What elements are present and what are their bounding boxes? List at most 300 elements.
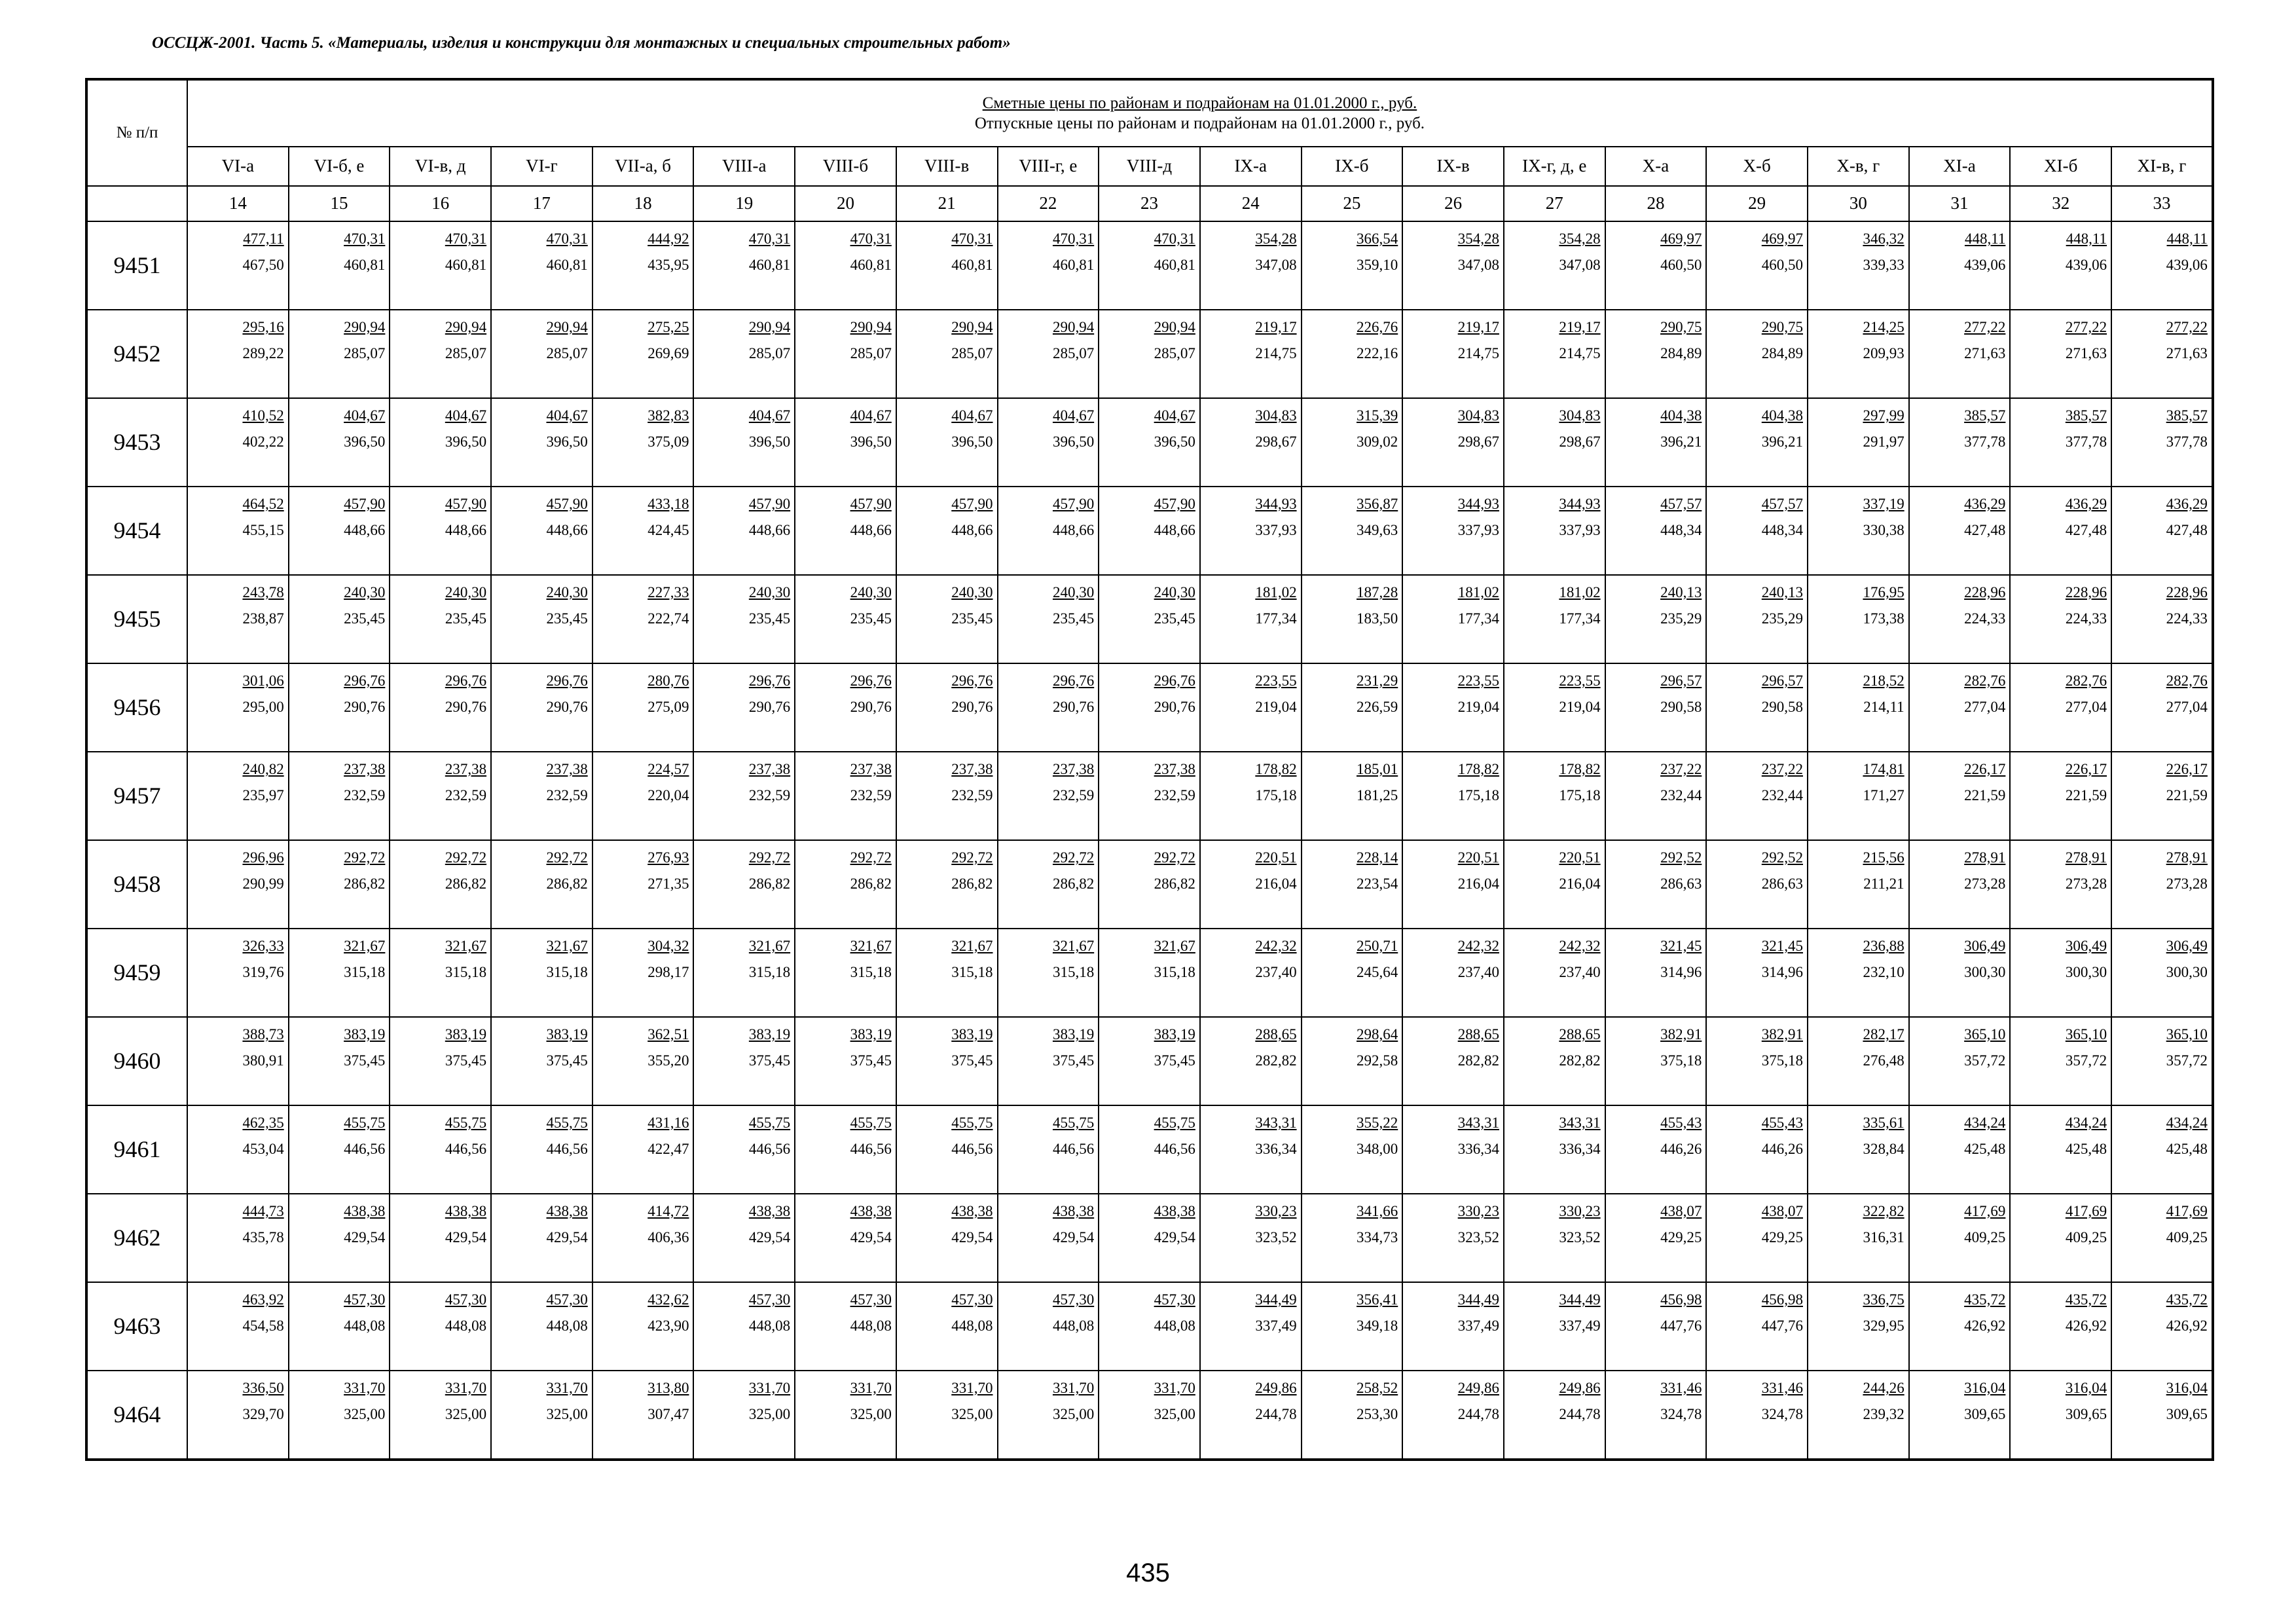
wholesale-price: 329,95	[1863, 1318, 1904, 1334]
row-number: 9458	[86, 840, 187, 929]
price-cell	[1099, 663, 1200, 752]
price-cell	[998, 575, 1099, 663]
wholesale-price: 375,45	[748, 1052, 791, 1069]
price-cell	[1099, 1017, 1200, 1105]
wholesale-price: 232,59	[1154, 787, 1195, 803]
column-number: 28	[1605, 186, 1707, 221]
wholesale-price: 325,00	[951, 1406, 993, 1422]
wholesale-price: 271,63	[2166, 345, 2208, 361]
wholesale-price: 290,76	[344, 699, 386, 715]
price-cell	[491, 1194, 592, 1282]
price-cell	[187, 221, 289, 310]
estimated-price: 383,19	[344, 1026, 386, 1043]
estimated-price: 382,91	[1660, 1026, 1702, 1043]
price-cell	[390, 575, 491, 663]
wholesale-price: 402,22	[242, 434, 284, 450]
estimated-price: 331,70	[1154, 1380, 1195, 1396]
wholesale-price: 232,59	[951, 787, 993, 803]
wholesale-price: 245,64	[1357, 964, 1398, 980]
price-cell	[896, 487, 998, 575]
price-cell	[1808, 487, 1909, 575]
wholesale-price: 429,54	[748, 1229, 791, 1246]
price-cell	[592, 1282, 694, 1371]
price-cell	[289, 929, 390, 1017]
table-row	[86, 1194, 2213, 1282]
wholesale-price: 446,56	[546, 1141, 588, 1157]
price-cell	[795, 398, 896, 487]
estimated-price: 383,19	[445, 1026, 487, 1043]
estimated-price: 292,72	[1154, 849, 1195, 866]
estimated-price: 215,56	[1863, 849, 1904, 866]
estimated-price: 448,11	[1964, 231, 2006, 247]
wholesale-price: 315,18	[445, 964, 487, 980]
wholesale-price: 226,59	[1357, 699, 1398, 715]
wholesale-price: 286,82	[850, 876, 892, 892]
estimated-price: 292,72	[951, 849, 993, 866]
wholesale-price: 375,45	[1154, 1052, 1195, 1069]
wholesale-price: 222,16	[1357, 345, 1398, 361]
wholesale-price: 291,97	[1863, 434, 1904, 450]
wholesale-price: 285,07	[344, 345, 386, 361]
price-table-wrapper	[85, 78, 2213, 1461]
estimated-price: 365,10	[2166, 1026, 2208, 1043]
price-cell	[795, 1282, 896, 1371]
price-cell	[1605, 752, 1707, 840]
price-cell	[592, 1105, 694, 1194]
price-cell	[1302, 1105, 1403, 1194]
wholesale-price: 377,78	[2065, 434, 2107, 450]
price-cell	[998, 1017, 1099, 1105]
wholesale-price: 315,18	[546, 964, 588, 980]
region-header: XI-б	[2010, 147, 2111, 186]
wholesale-price: 298,67	[1255, 434, 1297, 450]
estimated-price: 457,90	[546, 496, 588, 512]
estimated-price: 330,23	[1559, 1203, 1601, 1219]
wholesale-price: 286,82	[1154, 876, 1195, 892]
wholesale-price: 347,08	[1559, 257, 1601, 273]
price-cell	[1302, 1017, 1403, 1105]
price-cell	[390, 1194, 491, 1282]
price-cell	[693, 1371, 795, 1460]
price-cell	[491, 752, 592, 840]
price-cell	[998, 487, 1099, 575]
wholesale-price: 349,18	[1357, 1318, 1398, 1334]
wholesale-price: 355,20	[647, 1052, 689, 1069]
price-cell	[1808, 221, 1909, 310]
price-cell	[896, 398, 998, 487]
estimated-price: 228,96	[2166, 584, 2208, 600]
estimated-price: 278,91	[2065, 849, 2107, 866]
estimated-price: 228,96	[1964, 584, 2006, 600]
wholesale-price: 425,48	[2065, 1141, 2107, 1157]
estimated-price: 321,45	[1761, 938, 1803, 954]
wholesale-price: 175,18	[1559, 787, 1601, 803]
price-cell	[1909, 1282, 2011, 1371]
estimated-price: 220,51	[1457, 849, 1499, 866]
wholesale-price: 277,04	[1964, 699, 2006, 715]
estimated-price: 385,57	[2065, 407, 2107, 424]
estimated-price: 306,49	[2166, 938, 2208, 954]
estimated-price: 313,80	[647, 1380, 689, 1396]
price-cell	[693, 1194, 795, 1282]
wholesale-price: 375,45	[1052, 1052, 1095, 1069]
wholesale-price: 460,81	[951, 257, 993, 273]
price-cell	[187, 487, 289, 575]
price-cell	[1706, 1371, 1808, 1460]
table-row	[86, 310, 2213, 398]
wholesale-price: 380,91	[242, 1052, 284, 1069]
price-cell	[998, 929, 1099, 1017]
wholesale-price: 224,33	[1964, 610, 2006, 627]
price-cell	[187, 1282, 289, 1371]
estimated-price: 331,70	[344, 1380, 386, 1396]
price-cell	[390, 1105, 491, 1194]
wholesale-price: 290,76	[951, 699, 993, 715]
estimated-price: 457,90	[951, 496, 993, 512]
wholesale-price: 406,36	[647, 1229, 689, 1246]
wholesale-price: 336,34	[1559, 1141, 1601, 1157]
estimated-price: 223,55	[1255, 673, 1297, 689]
column-number: 33	[2111, 186, 2213, 221]
price-cell	[1099, 1105, 1200, 1194]
price-cell	[998, 1371, 1099, 1460]
wholesale-price: 409,25	[2166, 1229, 2208, 1246]
estimated-price: 470,31	[1154, 231, 1195, 247]
price-cell	[1099, 752, 1200, 840]
wholesale-price: 448,34	[1660, 522, 1702, 538]
estimated-price: 383,19	[850, 1026, 892, 1043]
wholesale-price: 446,26	[1660, 1141, 1702, 1157]
region-header: IX-б	[1302, 147, 1403, 186]
estimated-price: 470,31	[951, 231, 993, 247]
estimated-price: 292,72	[445, 849, 487, 866]
wholesale-price: 429,54	[951, 1229, 993, 1246]
estimated-price: 438,38	[546, 1203, 588, 1219]
estimated-price: 219,17	[1255, 319, 1297, 335]
price-cell	[289, 840, 390, 929]
price-cell	[1909, 1105, 2011, 1194]
column-number-row	[86, 186, 2213, 221]
wholesale-price: 396,50	[850, 434, 892, 450]
wholesale-price: 235,45	[344, 610, 386, 627]
wholesale-price: 315,18	[748, 964, 791, 980]
price-cell	[998, 398, 1099, 487]
estimated-price: 231,29	[1357, 673, 1398, 689]
price-cell	[1605, 1282, 1707, 1371]
estimated-price: 470,31	[850, 231, 892, 247]
estimated-price: 242,32	[1457, 938, 1499, 954]
wholesale-price: 429,54	[1154, 1229, 1195, 1246]
wholesale-price: 316,31	[1863, 1229, 1904, 1246]
estimated-price: 282,17	[1863, 1026, 1904, 1043]
table-row	[86, 752, 2213, 840]
price-cell	[1200, 398, 1302, 487]
price-cell	[795, 310, 896, 398]
estimated-price: 187,28	[1357, 584, 1398, 600]
price-cell	[1402, 221, 1504, 310]
estimated-price: 436,29	[1964, 496, 2006, 512]
wholesale-price: 329,70	[242, 1406, 284, 1422]
estimated-price: 344,93	[1457, 496, 1499, 512]
price-cell	[2111, 575, 2213, 663]
price-cell	[1706, 221, 1808, 310]
estimated-price: 337,19	[1863, 496, 1904, 512]
estimated-price: 470,31	[546, 231, 588, 247]
wholesale-price: 375,45	[445, 1052, 487, 1069]
estimated-price: 383,19	[951, 1026, 993, 1043]
estimated-price: 344,49	[1457, 1291, 1499, 1308]
wholesale-price: 448,08	[850, 1318, 892, 1334]
wholesale-price: 446,56	[951, 1141, 993, 1157]
estimated-price: 316,04	[1964, 1380, 2006, 1396]
estimated-price: 292,52	[1761, 849, 1803, 866]
price-cell	[187, 575, 289, 663]
estimated-price: 344,49	[1255, 1291, 1297, 1308]
row-number: 9462	[86, 1194, 187, 1282]
price-cell	[1402, 1371, 1504, 1460]
estimated-price: 469,97	[1761, 231, 1803, 247]
wholesale-price: 298,67	[1559, 434, 1601, 450]
estimated-price: 228,14	[1357, 849, 1398, 866]
wholesale-price: 285,07	[445, 345, 487, 361]
price-cell	[1808, 752, 1909, 840]
wholesale-price: 282,82	[1457, 1052, 1499, 1069]
price-cell	[1402, 1194, 1504, 1282]
estimated-price: 306,49	[2065, 938, 2107, 954]
wholesale-price: 448,66	[951, 522, 993, 538]
estimated-price: 277,22	[1964, 319, 2006, 335]
price-cell	[1200, 1105, 1302, 1194]
estimated-price: 237,38	[850, 761, 892, 777]
price-cell	[693, 1282, 795, 1371]
price-cell	[592, 221, 694, 310]
estimated-price: 457,90	[445, 496, 487, 512]
wholesale-price: 285,07	[1154, 345, 1195, 361]
price-cell	[998, 752, 1099, 840]
region-header: VIII-г, е	[998, 147, 1099, 186]
estimated-price: 237,22	[1660, 761, 1702, 777]
estimated-price: 240,30	[951, 584, 993, 600]
wholesale-price: 290,76	[1052, 699, 1095, 715]
price-cell	[491, 663, 592, 752]
estimated-price: 290,94	[748, 319, 791, 335]
row-number: 9453	[86, 398, 187, 487]
wholesale-price: 232,59	[1052, 787, 1095, 803]
wholesale-price: 448,66	[850, 522, 892, 538]
price-cell	[2111, 221, 2213, 310]
estimated-price: 321,67	[546, 938, 588, 954]
price-cell	[1909, 1371, 2011, 1460]
estimated-price: 296,76	[1052, 673, 1095, 689]
estimated-price: 457,30	[850, 1291, 892, 1308]
wholesale-price: 337,49	[1255, 1318, 1297, 1334]
estimated-price: 280,76	[647, 673, 689, 689]
wholesale-price: 238,87	[242, 610, 284, 627]
price-cell	[693, 398, 795, 487]
estimated-price: 237,38	[748, 761, 791, 777]
estimated-price: 178,82	[1457, 761, 1499, 777]
wholesale-price: 216,04	[1255, 876, 1297, 892]
price-cell	[2111, 663, 2213, 752]
estimated-price: 321,67	[748, 938, 791, 954]
price-cell	[187, 1017, 289, 1105]
estimated-price: 344,93	[1255, 496, 1297, 512]
estimated-price: 457,90	[344, 496, 386, 512]
price-cell	[1909, 575, 2011, 663]
wholesale-price: 273,28	[2166, 876, 2208, 892]
estimated-price: 438,38	[748, 1203, 791, 1219]
estimated-price: 292,72	[1052, 849, 1095, 866]
wholesale-price: 460,81	[850, 257, 892, 273]
estimated-price: 343,31	[1255, 1115, 1297, 1131]
table-row	[86, 487, 2213, 575]
price-cell	[998, 1194, 1099, 1282]
price-cell	[491, 1017, 592, 1105]
price-cell	[592, 575, 694, 663]
estimated-price: 321,45	[1660, 938, 1702, 954]
price-cell	[1099, 221, 1200, 310]
price-cell	[592, 840, 694, 929]
price-cell	[2010, 575, 2111, 663]
price-cell	[2111, 929, 2213, 1017]
price-cell	[1504, 752, 1605, 840]
estimated-price: 321,67	[850, 938, 892, 954]
price-cell	[592, 310, 694, 398]
price-cell	[1402, 663, 1504, 752]
wholesale-price: 396,50	[445, 434, 487, 450]
estimated-price: 304,83	[1255, 407, 1297, 424]
price-cell	[1706, 663, 1808, 752]
wholesale-price: 269,69	[647, 345, 689, 361]
price-cell	[592, 752, 694, 840]
region-header: IX-в	[1402, 147, 1504, 186]
wholesale-price: 286,82	[344, 876, 386, 892]
estimated-price: 457,57	[1660, 496, 1702, 512]
price-cell	[1706, 310, 1808, 398]
estimated-price: 292,72	[344, 849, 386, 866]
estimated-price: 385,57	[1964, 407, 2006, 424]
price-cell	[1302, 1371, 1403, 1460]
estimated-price: 223,55	[1559, 673, 1601, 689]
estimated-price: 455,43	[1761, 1115, 1803, 1131]
estimated-price: 343,31	[1457, 1115, 1499, 1131]
price-cell	[693, 752, 795, 840]
estimated-price: 296,76	[445, 673, 487, 689]
wholesale-price: 175,18	[1255, 787, 1297, 803]
column-number: 16	[390, 186, 491, 221]
estimated-price: 470,31	[748, 231, 791, 247]
price-cell	[1706, 398, 1808, 487]
column-number: 19	[693, 186, 795, 221]
price-cell	[1402, 1017, 1504, 1105]
price-cell	[1504, 1105, 1605, 1194]
price-cell	[896, 1017, 998, 1105]
estimated-price: 220,51	[1255, 849, 1297, 866]
price-cell	[1402, 840, 1504, 929]
wholesale-price: 377,78	[1964, 434, 2006, 450]
price-cell	[1605, 1017, 1707, 1105]
price-cell	[896, 310, 998, 398]
estimated-price: 438,07	[1761, 1203, 1803, 1219]
price-cell	[998, 663, 1099, 752]
region-header: VI-а	[187, 147, 289, 186]
wholesale-price: 221,59	[1964, 787, 2006, 803]
wholesale-price: 244,78	[1457, 1406, 1499, 1422]
row-number: 9463	[86, 1282, 187, 1371]
wholesale-price: 235,45	[546, 610, 588, 627]
wholesale-price: 446,56	[850, 1141, 892, 1157]
wholesale-price: 309,65	[1964, 1406, 2006, 1422]
price-cell	[390, 1282, 491, 1371]
wholesale-price: 439,06	[2065, 257, 2107, 273]
price-cell	[896, 663, 998, 752]
price-cell	[1504, 1371, 1605, 1460]
region-header: XI-а	[1909, 147, 2011, 186]
wholesale-price: 285,07	[951, 345, 993, 361]
price-cell	[2111, 1194, 2213, 1282]
price-cell	[1504, 487, 1605, 575]
price-cell	[1200, 1017, 1302, 1105]
estimated-price: 355,22	[1357, 1115, 1398, 1131]
row-number: 9455	[86, 575, 187, 663]
estimated-price: 438,38	[951, 1203, 993, 1219]
estimated-price: 356,87	[1357, 496, 1398, 512]
price-cell	[2010, 840, 2111, 929]
estimated-price: 278,91	[2166, 849, 2208, 866]
wholesale-price: 429,54	[344, 1229, 386, 1246]
wholesale-price: 323,52	[1457, 1229, 1499, 1246]
price-cell	[795, 929, 896, 1017]
estimated-price: 457,90	[1052, 496, 1095, 512]
estimated-price: 457,30	[1052, 1291, 1095, 1308]
price-cell	[1706, 1017, 1808, 1105]
price-table	[85, 78, 2214, 1461]
wholesale-price: 425,48	[2166, 1141, 2208, 1157]
estimated-price: 463,92	[242, 1291, 284, 1308]
estimated-price: 240,30	[748, 584, 791, 600]
wholesale-price: 337,93	[1559, 522, 1601, 538]
price-cell	[1706, 1282, 1808, 1371]
price-cell	[896, 1105, 998, 1194]
table-title-estimated: Сметные цены по районам и подрайонам на 01.01.2000 г., руб.	[982, 94, 1417, 112]
price-cell	[795, 663, 896, 752]
wholesale-price: 375,45	[344, 1052, 386, 1069]
price-cell	[1302, 752, 1403, 840]
wholesale-price: 396,21	[1660, 434, 1702, 450]
estimated-price: 240,30	[1154, 584, 1195, 600]
price-cell	[592, 1371, 694, 1460]
estimated-price: 296,76	[546, 673, 588, 689]
price-cell	[1504, 310, 1605, 398]
estimated-price: 321,67	[951, 938, 993, 954]
wholesale-price: 349,63	[1357, 522, 1398, 538]
wholesale-price: 315,18	[850, 964, 892, 980]
estimated-price: 321,67	[445, 938, 487, 954]
price-cell	[1808, 1282, 1909, 1371]
wholesale-price: 232,59	[445, 787, 487, 803]
wholesale-price: 209,93	[1863, 345, 1904, 361]
price-cell	[491, 929, 592, 1017]
price-cell	[1706, 840, 1808, 929]
wholesale-price: 221,59	[2166, 787, 2208, 803]
price-cell	[1808, 929, 1909, 1017]
price-cell	[1099, 929, 1200, 1017]
estimated-price: 227,33	[647, 584, 689, 600]
estimated-price: 249,86	[1457, 1380, 1499, 1396]
price-cell	[1099, 398, 1200, 487]
price-cell	[491, 310, 592, 398]
wholesale-price: 214,75	[1559, 345, 1601, 361]
